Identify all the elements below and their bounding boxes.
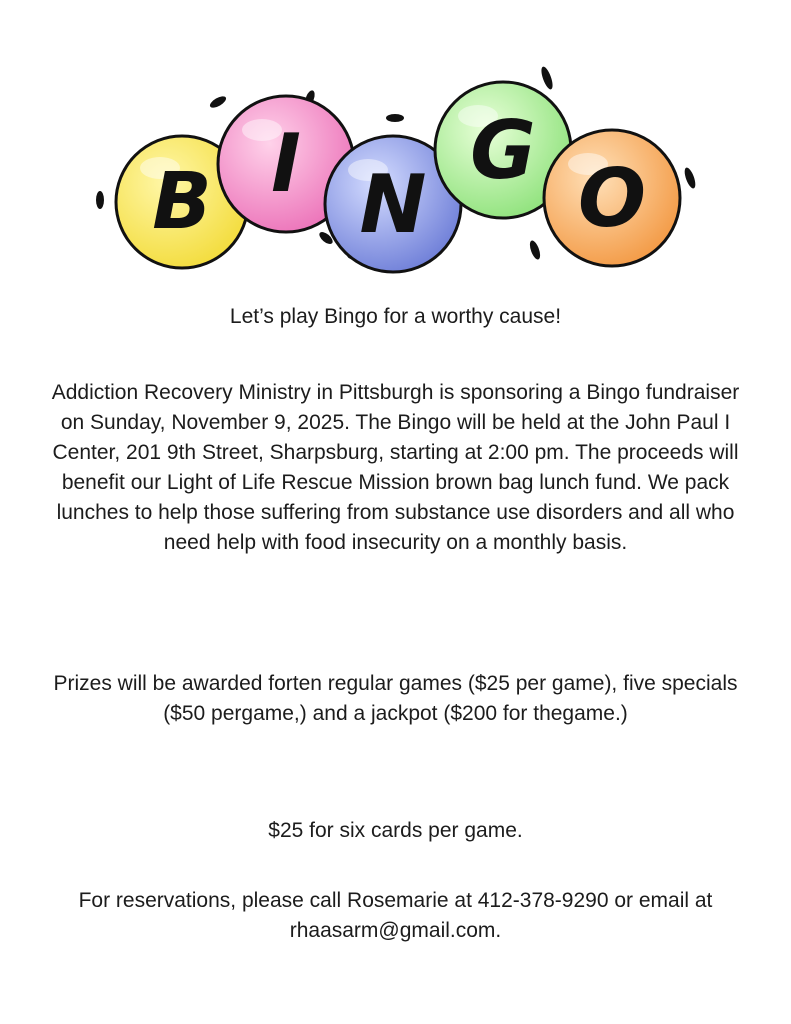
bingo-logo: [90, 60, 702, 285]
bingo-ball-o: [544, 130, 680, 266]
reservations-paragraph: For reservations, please call Rosemarie at 412-378-9290 or email at rhaasarm@gmail.com.: [78, 889, 713, 942]
ball-letter-g: G: [470, 104, 536, 197]
card-price-paragraph: $25 for six cards per game.: [268, 819, 523, 842]
ball-letter-b: B: [152, 157, 212, 247]
ball-letter-i: I: [271, 117, 301, 210]
event-details-paragraph: Addiction Recovery Ministry in Pittsburgh is sponsoring a Bingo fundraiser on Sunday, November 9, 2025. The Bingo will be held at the John Paul I Center, 201 9th Street, Sharpsburg, starting at 2:00 pm. The proceeds will benefit our Light of Life Rescue Mission brown bag lunch fund. We pack lunches to help those suffering from substance use disorders and all who need help with food insecurity on a monthly basis.: [51, 381, 740, 554]
ball-letter-n: N: [359, 158, 427, 251]
ball-letter-o: O: [577, 152, 647, 245]
tagline: Let’s play Bingo for a worthy cause!: [229, 305, 562, 328]
prizes-paragraph: Prizes will be awarded forten regular games ($25 per game), five specials ($50 pergame,) and a jackpot ($200 for thegame.): [53, 672, 738, 725]
